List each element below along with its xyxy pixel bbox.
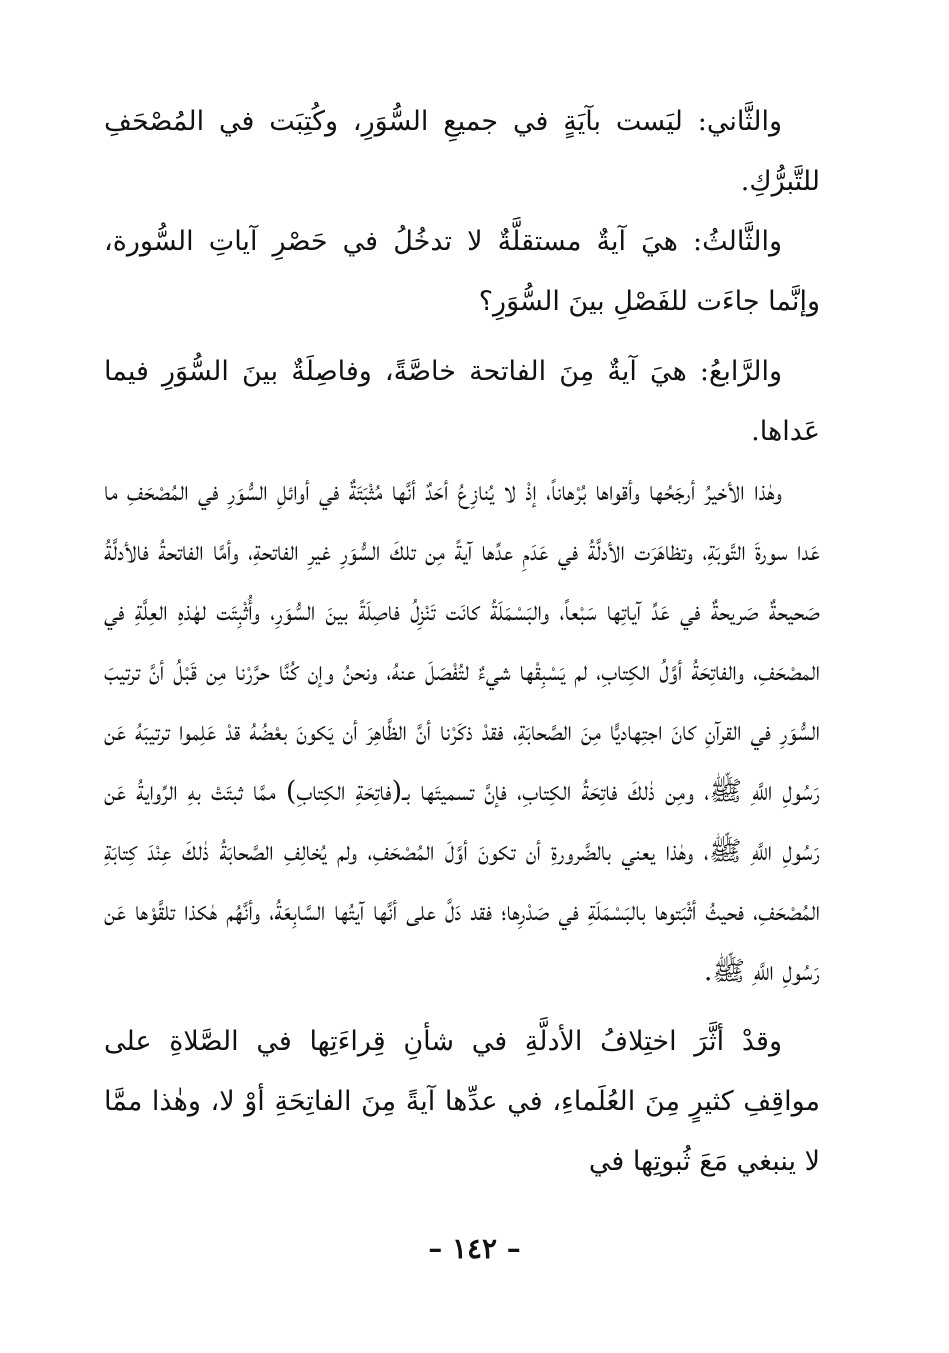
paragraph-scholars-difference: وقدْ أثَّرَ اختِلافُ الأدلَّةِ في شأنِ قِراءَتِها في الصَّلاةِ على مواقِفِ كثيرٍ مِنَ العُلَماءِ، في عدِّها آيةً مِنَ الفاتِحَةِ أوْ لا، وهٰذا ممَّا لا ينبغي مَعَ ثُبوتِها في [104,1026,820,1177]
paragraph-fourth-opinion: والرَّابعُ: هيَ آيةٌ مِنَ الفاتحة خاصَّةً، وفاصِلَةٌ بينَ السُّوَرِ فيما عَداها. [104,356,820,447]
paragraph-third-opinion: والثَّالثُ: هيَ آيةٌ مستقلَّةٌ لا تدخُلُ في حَصْرِ آياتِ السُّورة، وإنَّما جاءَت للفَصْلِ بينَ السُّوَرِ؟ [104,226,820,317]
page-number: – ١٤٢ – [428,1232,521,1265]
paragraph-preferred-opinion: وهٰذا الأخيرُ أرجَحُها وأقواها بُرْهاناً، إذْ لا يُنازِعُ أحَدٌ أنَّها مُثْبَتَةٌ في أوائلِ السُّوَرِ في المُصْحَفِ ما عَدا سورةَ التَّوبَةِ، وتظاهَرَت الأدلَّةُ في عَدَمِ عدِّها آيةً مِن تلكَ السُّوَرِ غيرِ الفاتحةِ، وأمَّا الفاتحةُ فالأدلَّةُ صَحيحةٌ صَريحةٌ في عَدِّ آياتِها سَبْعاً، والبَسْمَلَةُ كانَت تَنْزِلُ فاصِلَةً بينَ السُّوَرِ، وأُثْبِتَت لهٰذهِ العِلَّةِ في المصْحَفِ، والفاتِحَةُ أوَّلُ الكِتابِ، لم يَسْبِقْها شيءٌ لتُفْصَلَ عنهُ، ونحنُ وإن كُنَّا حرَّرْنا مِن قَبْلُ أنَّ ترتيبَ السُّوَرِ في القرآنِ كانَ اجتِهاديًّا مِنَ الصَّحابَةِ، فقدْ ذكَرْنا أنَّ الظَّاهِرَ أن يَكونَ بعْضُهُ قدْ عَلِموا ترتيبَهُ عَن رَسُولِ اللَّهِ ﷺ، ومِن ذٰلكَ فاتِحَةُ الكِتابِ، فإنَّ تسميتَها بـ(فاتِحَةِ الكِتابِ) ممَّا ثبتَتْ بهِ الرِّوايةُ عَن رَسُولِ اللَّهِ ﷺ، وهٰذا يعني بالضَّرورةِ أن تكونَ أوَّلَ المُصْحَفِ، ولم يُخالِفِ الصَّحابَةُ ذٰلكَ عِنْدَ كِتابَةِ المُصْحَفِ، فحيثُ أثْبَتوها بالبَسْمَلَةِ في صَدْرِها؛ فقد دَلَّ على أنَّها آيتُها السَّابِعَةُ، وأنَّهُم هٰكذا تلقَّوْها عَن رَسُولِ اللَّهِ ﷺ. [104,476,820,987]
paragraph-second-opinion: والثَّاني: ليَست بآيَةٍ في جميعِ السُّوَرِ، وكُتِبَت في المُصْحَفِ للتَّبرُّكِ. [104,106,820,197]
body-text [104,92,820,1192]
